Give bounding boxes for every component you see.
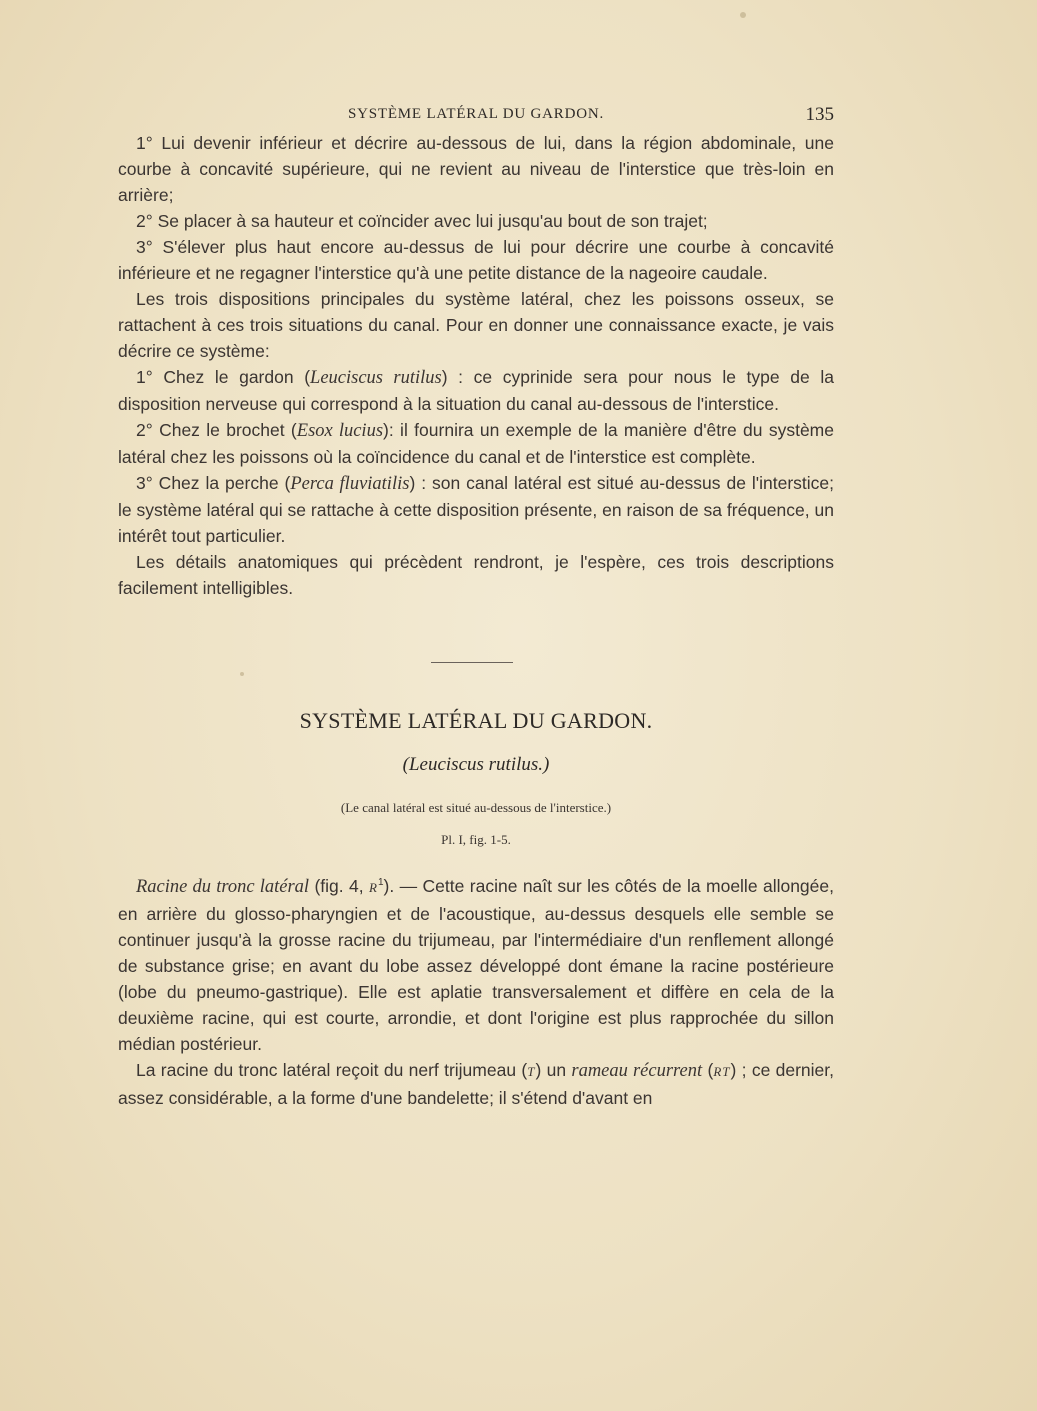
- paragraph-8: Les détails anatomiques qui précèdent rendront, je l'espère, ces trois descriptions facilement intelligibles.: [118, 552, 834, 598]
- p5-text-a: 1° Chez le gardon (: [136, 367, 311, 387]
- racine-text: Cette racine naît sur les côtés de la moelle allongée, en arrière du glosso-pharyngien et de l'acoustique, au-dessus desquels elle semble se continuer jusqu'à la grosse racine du trijumeau, par l'intermédiaire d'un renflement allongé de substance grise; en avant du lobe assez développé dont émane la racine postérieure (lobe du pneumo-gastrique). Elle est aplatie transversalement et diffère en cela de la deuxième racine, qui est courte, arrondie, et dont l'origine est plus rapprochée du sillon médian postérieur.: [118, 875, 834, 1054]
- p2-text-d: ) ; ce dernier, assez considérable, a la forme d'une bandelette; il s'étend d'avant en: [118, 1059, 834, 1108]
- p6-text-b: ): il fournira un exemple de la manière d'être du système latéral chez les poissons où la coïncidence du canal et de l'interstice est complète.: [118, 420, 834, 467]
- species-perca: Perca fluviatilis: [290, 474, 410, 494]
- paragraph-4: Les trois dispositions principales du système latéral, chez les poissons osseux, se rattachent à ces trois situations du canal. Pour en donner une connaissance exacte, je vais décrire ce système:: [118, 289, 834, 361]
- p2-text-a: La racine du tronc latéral reçoit du nerf trijumeau (: [136, 1059, 528, 1080]
- label-t: T: [527, 1063, 536, 1079]
- section-note: (Le canal latéral est situé au-dessous de l'interstice.): [340, 800, 612, 815]
- p6-text-a: 2° Chez le brochet (: [136, 420, 297, 440]
- label-rt: RT: [713, 1063, 731, 1079]
- paper-spot: [240, 672, 244, 676]
- paragraph-5: [118, 364, 834, 417]
- paper-spot: [740, 12, 746, 18]
- fig-ref-b: ). —: [383, 875, 423, 896]
- top-text-block: [118, 130, 834, 601]
- plate-reference: Pl. I, fig. 1-5.: [441, 832, 511, 847]
- p2-text-b: ) un: [535, 1059, 572, 1080]
- subsection-heading: Racine du tronc latéral: [136, 876, 310, 897]
- page-number: 135: [805, 104, 834, 125]
- paragraph-3: 3° S'élever plus haut encore au-dessus de lui pour décrire une courbe à concavité inférieure et ne regagner l'interstice qu'à une petite distance de la nageoire caudale.: [118, 237, 834, 283]
- rameau-recurrent: rameau récurrent: [571, 1060, 703, 1081]
- p5-text-b: ) : ce cyprinide sera pour nous le type de la disposition nerveuse qui correspond à la situation du canal au-dessous de l'interstice.: [118, 367, 834, 414]
- p7-text-a: 3° Chez la perche (: [136, 473, 291, 493]
- running-title: SYSTÈME LATÉRAL DU GARDON.: [347, 106, 605, 122]
- paragraph-6: [118, 417, 834, 470]
- fig-ref-a: (fig. 4,: [309, 875, 370, 896]
- paragraph-2: 2° Se placer à sa hauteur et coïncider avec lui jusqu'au bout de son trajet;: [136, 211, 708, 231]
- species-esox: Esox lucius: [296, 421, 384, 441]
- fig-ref-sup: 1: [377, 877, 384, 888]
- paragraph-1: 1° Lui devenir inférieur et décrire au-dessous de lui, dans la région abdominale, une courbe à concavité supérieure, qui ne revient au niveau de l'interstice que très-loin en arrière;: [118, 133, 834, 205]
- section-title: SYSTÈME LATÉRAL DU GARDON.: [299, 708, 653, 733]
- p2-text-c: (: [702, 1059, 714, 1080]
- fig-ref-label: R: [369, 879, 378, 895]
- paragraph-7: [118, 470, 834, 549]
- paragraph-trijumeau: [118, 1057, 834, 1111]
- p7-text-b: ) : son canal latéral est situé au-dessus de l'interstice; le système latéral qui se rattache à cette disposition présente, en raison de sa fréquence, un intérêt tout particulier.: [118, 473, 834, 546]
- section-divider: [431, 662, 513, 663]
- section-subtitle: (Leuciscus rutilus.): [402, 754, 550, 775]
- paragraph-racine: [118, 870, 834, 1057]
- running-header: [118, 104, 834, 130]
- species-leuciscus: Leuciscus rutilus: [310, 368, 442, 388]
- bottom-text-block: [118, 870, 834, 1111]
